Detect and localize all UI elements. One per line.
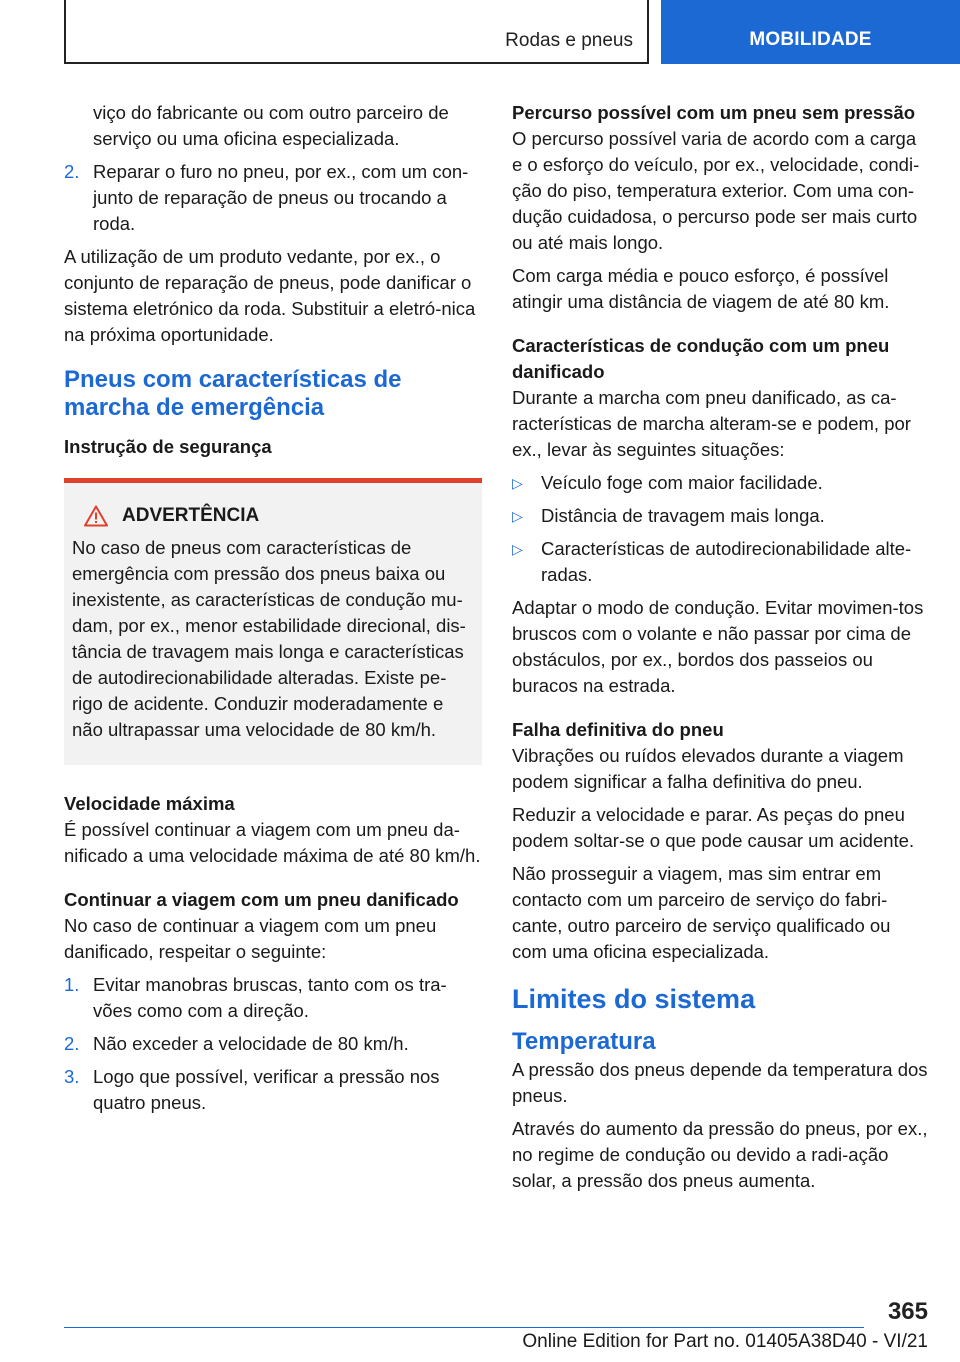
adapt-text: Adaptar o modo de condução. Evitar movimen-tos bruscos com o volante e não passar por cima de obstáculos, por ex., bordos dos passeios ou buracos na estrada. — [512, 597, 924, 696]
step-item — [64, 159, 482, 237]
step-item — [64, 1064, 482, 1116]
temperature-text: A pressão dos pneus depende da temperatura dos pneus. — [512, 1059, 928, 1106]
warning-title: ADVERTÊNCIA — [122, 505, 260, 526]
failure-text: Não prosseguir a viagem, mas sim entrar em contacto com um parceiro de serviço do fabri-cante, outro parceiro de serviço qualificado ou com uma oficina especializada. — [512, 863, 891, 962]
right-column — [512, 100, 930, 1201]
range-text: O percurso possível varia de acordo com a carga e o esforço do veículo, por ex., velocidade, condi-ção do piso, temperatura exterior. Com uma con-dução cuidadosa, o percurso pode ser mais curto ou até mais longo. — [512, 128, 920, 253]
maxspeed-text: É possível continuar a viagem com um pneu da-nificado a uma velocidade máxima de até 80 km/h. — [64, 819, 481, 866]
bullet-triangle-icon: ▷ — [512, 508, 523, 524]
bullet-text: Veículo foge com maior facilidade. — [541, 472, 823, 493]
warning-text: No caso de pneus com características de emergência com pressão dos pneus baixa ou inexistente, as características de condução mu-dam, por ex., menor estabilidade direcional, dis-tância de travagem mais longa e características de autodirecionabilidade alteradas. Existe pe-rigo de acidente. Conduzir moderadamente e não ultrapassar uma velocidade de 80 km/h. — [72, 537, 466, 740]
handling-heading: Características de condução com um pneu danificado — [512, 335, 890, 382]
bullet-item — [512, 503, 930, 529]
step-text: Evitar manobras bruscas, tanto com os tra-vões como com a direção. — [93, 974, 447, 1021]
step-text: Reparar o furo no pneu, por ex., com um con-junto de reparação de pneus ou trocando a roda. — [93, 161, 469, 234]
temperature-heading: Temperatura — [512, 1028, 656, 1055]
failure-text: Vibrações ou ruídos elevados durante a viagem podem significar a falha definitiva do pneu. — [512, 745, 904, 792]
step-item — [64, 972, 482, 1024]
warning-triangle-icon — [84, 505, 108, 527]
continued-step-text: viço do fabricante ou com outro parceiro de serviço ou uma oficina especializada. — [93, 102, 449, 149]
footer-edition: Online Edition for Part no. 01405A38D40 - VI/21 — [522, 1331, 928, 1352]
sealant-paragraph: A utilização de um produto vedante, por ex., o conjunto de reparação de pneus, pode danificar o sistema eletrónico da roda. Substituir a eletró-nica na próxima oportunidade. — [64, 246, 476, 345]
temperature-text: Através do aumento da pressão do pneus, por ex., no regime de condução ou devido a radi-ação solar, a pressão dos pneus aumenta. — [512, 1118, 928, 1191]
left-column — [64, 100, 482, 1123]
step-item — [64, 1031, 482, 1057]
page-number: 365 — [887, 1298, 928, 1325]
safety-heading: Instrução de segurança — [64, 436, 272, 457]
bullet-item — [512, 470, 930, 496]
step-text: Não exceder a velocidade de 80 km/h. — [93, 1033, 409, 1054]
bullet-triangle-icon: ▷ — [512, 475, 523, 491]
footer-divider — [64, 1327, 864, 1328]
step-text: Logo que possível, verificar a pressão nos quatro pneus. — [93, 1066, 440, 1113]
header-section-title: Rodas e pneus — [505, 30, 633, 51]
bullet-text: Características de autodirecionabilidade alte-radas. — [541, 538, 912, 585]
step-number: 3. — [64, 1066, 80, 1087]
handling-text: Durante a marcha com pneu danificado, as ca-racterísticas de marcha alteram-se e podem, por ex., levar às seguintes situações: — [512, 387, 911, 460]
failure-heading: Falha definitiva do pneu — [512, 719, 724, 740]
bullet-item — [512, 536, 930, 588]
continue-text: No caso de continuar a viagem com um pneu danificado, respeitar o seguinte: — [64, 915, 437, 962]
range-text: Com carga média e pouco esforço, é possível atingir uma distância de viagem de até 80 km. — [512, 265, 890, 312]
runflat-heading: Pneus com características de marcha de emergência — [64, 366, 402, 421]
bullet-triangle-icon: ▷ — [512, 541, 523, 557]
continue-heading: Continuar a viagem com um pneu danificado — [64, 889, 459, 910]
step-number: 2. — [64, 161, 80, 182]
step-number: 1. — [64, 974, 80, 995]
range-heading: Percurso possível com um pneu sem pressão — [512, 102, 916, 123]
header-bar — [64, 0, 649, 64]
limits-heading: Limites do sistema — [512, 984, 756, 1014]
step-number: 2. — [64, 1033, 80, 1054]
warning-box — [64, 478, 482, 765]
bullet-text: Distância de travagem mais longa. — [541, 505, 825, 526]
header-chapter-tab[interactable]: MOBILIDADE — [661, 0, 960, 64]
failure-text: Reduzir a velocidade e parar. As peças do pneu podem soltar-se o que pode causar um acidente. — [512, 804, 915, 851]
warning-title-row — [72, 503, 472, 529]
maxspeed-heading: Velocidade máxima — [64, 793, 235, 814]
